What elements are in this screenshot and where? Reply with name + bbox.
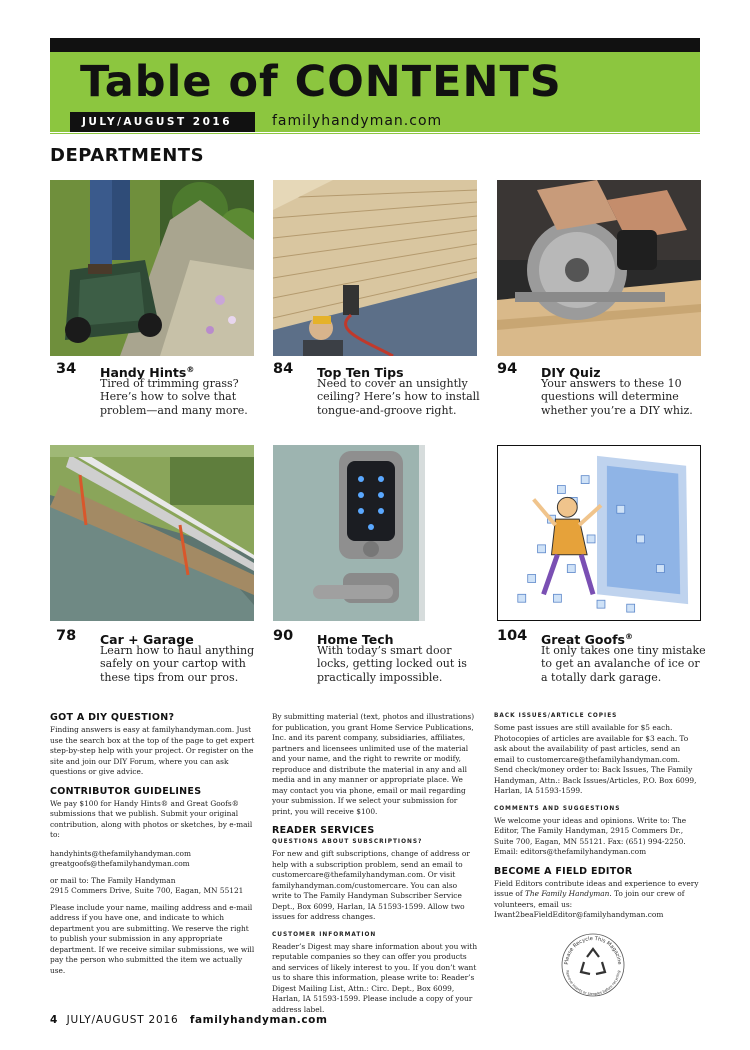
customer-info-text: Reader’s Digest may share information about you with reputable companies so they can offer you products and services of likely interest to you. If you don’t want us to share this information, please write to: Reader’s Digest Mailing List, Attn.: Circ. Dept., Box 6099, Harlan, IA 51593-1599. Please include a copy of your address label. bbox=[272, 941, 478, 1014]
title-banner bbox=[50, 52, 700, 112]
mail-line-2: 2915 Commers Drive, Suite 700, Eagan, MN 55121 bbox=[50, 886, 244, 895]
entry-description: Learn how to haul anything safely on your cartop with these tips from our pros. bbox=[100, 644, 255, 684]
svg-text:Remove inserts or samples befo: Remove inserts or samples before recycling bbox=[565, 970, 621, 997]
recycle-icon bbox=[560, 932, 626, 998]
top-black-bar bbox=[50, 38, 700, 52]
diy-question-text: Finding answers is easy at familyhandyman.com. Just use the search box at the top of the page to get expert step-by-step help with your project. Or register on the site and join our DIY Forum, where you can ask questions or give advice. bbox=[50, 725, 255, 776]
entry-description: With today’s smart door locks, getting locked out is practically impossible. bbox=[317, 644, 467, 684]
back-issues-text: Some past issues are still available for $5 each. Photocopies of articles are available for $3 each. To ask about the availability of past articles, send an email to customercare@thefamilyhandyman.com. Send check/money order to: Back Issues, The Family Handyman, Attn.: Back Issues/Articles, P.O. Box 6099, Harlan, IA 51593-1599. bbox=[494, 723, 697, 795]
contributor-guidelines-heading: CONTRIBUTOR GUIDELINES bbox=[50, 785, 202, 797]
reader-services-heading: READER SERVICES bbox=[272, 825, 375, 836]
diy-question-heading: GOT A DIY QUESTION? bbox=[50, 712, 175, 723]
page-number: 84 bbox=[273, 361, 294, 377]
lawn-mower-photo bbox=[50, 180, 254, 356]
mail-line-1: or mail to: The Family Handyman bbox=[50, 875, 176, 885]
page-number: 78 bbox=[56, 628, 77, 644]
field-editor-heading: BECOME A FIELD EDITOR bbox=[494, 865, 633, 877]
comments-subheading: COMMENTS AND SUGGESTIONS bbox=[494, 805, 621, 812]
issue-date: JULY/AUGUST 2016 bbox=[70, 112, 255, 132]
circular-saw-photo bbox=[497, 180, 701, 356]
issue-bar bbox=[50, 112, 700, 132]
cartop-lumber-photo bbox=[50, 445, 254, 621]
field-editor-text: Field Editors contribute ideas and experience to every issue of The Family Handyman. To join our crew of volunteers, email us: Iwant2beaFieldEditor@familyhandyman.com bbox=[494, 878, 699, 919]
divider bbox=[50, 133, 700, 134]
footer-issue: JULY/AUGUST 2016 bbox=[66, 1014, 179, 1026]
footer-page-number: 4 bbox=[50, 1014, 58, 1026]
rights-text: By submitting material (text, photos and illustrations) for publication, you grant Home Service Publications, Inc. and its parent company, subsidiaries, affiliates, partners and licensees unlimited use of the material and your name, and the right to rewrite or modify, reproduce and distribute the material in any and all media and in any manner or appropriate place. We may contact you via phone, email or mail regarding your submission. If we select your submission for print, you will receive $100. bbox=[272, 712, 475, 816]
info-column-3 bbox=[494, 712, 700, 929]
page-number: 94 bbox=[497, 361, 518, 377]
page-title: Table of CONTENTS bbox=[80, 57, 562, 107]
page-footer bbox=[50, 1014, 328, 1026]
entry-title: Great Goofs® bbox=[541, 632, 633, 648]
contributor-guidelines-text: We pay $100 for Handy Hints® and Great Goofs® submissions that we publish. Submit your original contribution, along with photos or sketches, by e-mail to: bbox=[50, 798, 253, 839]
page-number: 90 bbox=[273, 628, 294, 644]
greatgoofs-email[interactable]: greatgoofs@thefamilyhandyman.com bbox=[50, 859, 190, 868]
entry-title: Home Tech bbox=[317, 632, 394, 648]
smart-lock-photo bbox=[273, 445, 477, 621]
entry-title: Car + Garage bbox=[100, 632, 194, 648]
info-column-2 bbox=[272, 712, 478, 1023]
entry-title: Handy Hints® bbox=[100, 365, 195, 381]
entry-title: Top Ten Tips bbox=[317, 365, 404, 381]
page-number: 34 bbox=[56, 361, 77, 377]
departments-heading: DEPARTMENTS bbox=[50, 145, 205, 166]
subscriptions-subheading: QUESTIONS ABOUT SUBSCRIPTIONS? bbox=[272, 839, 423, 845]
customer-info-subheading: CUSTOMER INFORMATION bbox=[272, 931, 377, 938]
svg-text:Please Recycle This Magazine: Please Recycle This Magazine bbox=[563, 935, 623, 965]
back-issues-subheading: BACK ISSUES/ARTICLE COPIES bbox=[494, 713, 618, 719]
entry-description: It only takes one tiny mistake to get an avalanche of ice or a totally dark garage. bbox=[541, 644, 706, 684]
footer-site[interactable]: familyhandyman.com bbox=[189, 1014, 328, 1026]
entry-description: Need to cover an unsightly ceiling? Here’s how to install tongue-and-groove right. bbox=[317, 377, 480, 417]
comments-text: We welcome your ideas and opinions. Write to: The Editor, The Family Handyman, 2915 Commers Dr., Suite 700, Eagan, MN 55121. Fax: (651) 994-2250. Email: editors@thefamilyhandyman.com bbox=[494, 815, 687, 856]
ice-avalanche-cartoon bbox=[497, 445, 701, 621]
entry-title: DIY Quiz bbox=[541, 365, 601, 381]
ceiling-nailer-photo bbox=[273, 180, 477, 356]
entry-description: Your answers to these 10 questions will determine whether you’re a DIY whiz. bbox=[541, 377, 693, 417]
page-number: 104 bbox=[497, 628, 528, 644]
submission-instructions: Please include your name, mailing address and e-mail address if you have one, and indicate to which department you are submitting. We reserve the right to publish your submission in any appropriate department. If we receive similar submissions, we will pay the person who submitted the item we actually use. bbox=[50, 902, 255, 975]
site-url: familyhandyman.com bbox=[272, 113, 443, 129]
subscriptions-text: For new and gift subscriptions, change of address or help with a subscription problem, send an email to customercare@thefamilyhandyman.com. Or visit familyhandyman.com/customercare. You can also write to The Family Handyman Subscriber Service Dept., Box 6099, Harlan, IA 51593-1599. Allow two issues for address changes. bbox=[272, 849, 470, 921]
entry-description: Tired of trimming grass? Here’s how to solve that problem—and many more. bbox=[100, 377, 248, 417]
handyhints-email[interactable]: handyhints@thefamilyhandyman.com bbox=[50, 848, 191, 858]
info-column-1 bbox=[50, 712, 256, 984]
